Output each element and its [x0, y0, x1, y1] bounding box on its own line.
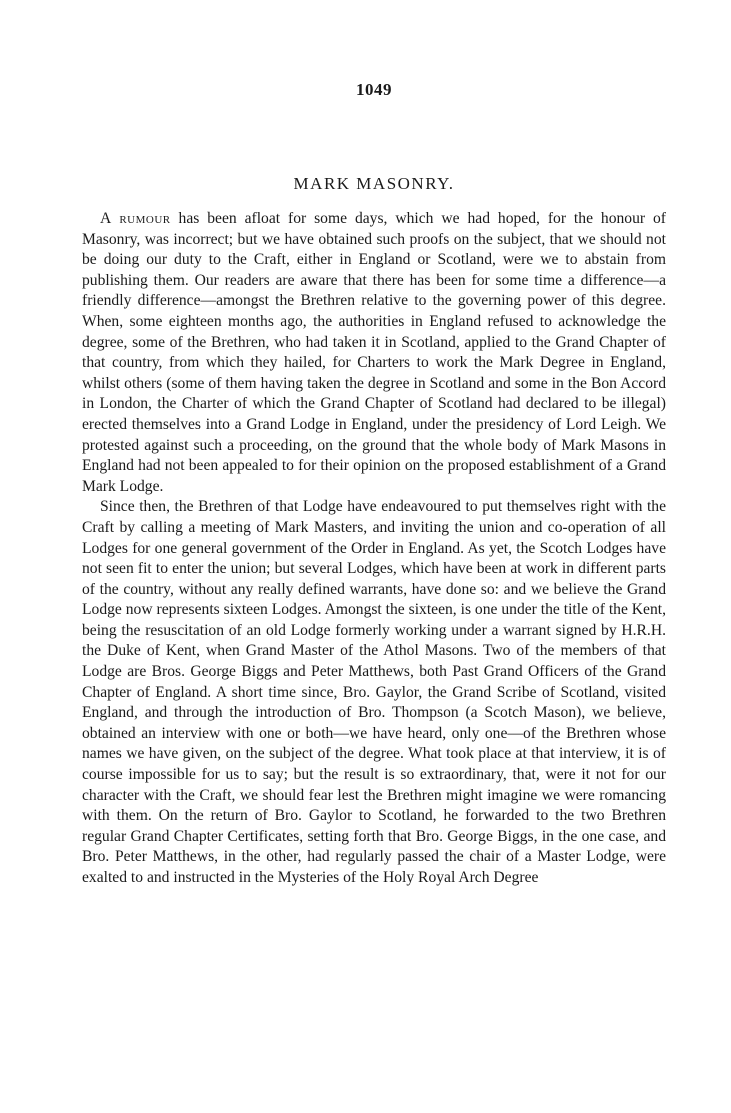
page-number: 1049	[356, 80, 392, 99]
paragraph-1-lead: A rumour	[100, 210, 171, 227]
paragraph-2: Since then, the Brethren of that Lodge have endeavoured to put themselves right with the Craft by calling a meeting of Mark Masters, and inviting the union and co-operation of all Lodges for one general government of the Order in England. As yet, the Scotch Lodges have not seen fit to enter the union; but several Lodges, which have been at work in different parts of the country, without any really defined warrants, have done so: and we believe the Grand Lodge now represents sixteen Lodges. Amongst the sixteen, is one under the title of the Kent, being the resuscitation of an old Lodge formerly working under a warrant signed by H.R.H. the Duke of Kent, when Grand Master of the Athol Masons. Two of the members of that Lodge are Bros. George Biggs and Peter Matthews, both Past Grand Officers of the Grand Chapter of England. A short time since, Bro. Gaylor, the Grand Scribe of Scotland, visited England, and through the introduction of Bro. Thompson (a Scotch Mason), we believe, obtained an interview with one or both—we have heard, only one—of the Brethren whose names we have given, on the subject of the degree. What took place at that interview, it is of course impossible for us to say; but the result is so extraordinary, that, were it not for our character with the Craft, we should fear lest the Brethren might imagine we were romancing with them. On the return of Bro. Gaylor to Scotland, he forwarded to the two Brethren regular Grand Chapter Certificates, setting forth that Bro. George Biggs, in the one case, and Bro. Peter Matthews, in the other, had regularly passed the chair of a Master Lodge, were exalted to and instructed in the Mysteries of the Holy Royal Arch Degree	[82, 498, 666, 886]
paragraph-1	[82, 209, 666, 497]
paragraph-1-text: has been afloat for some days, which we had hoped, for the honour of Masonry, was incorrect; but we have obtained such proofs on the subject, that we should not be doing our duty to the Craft, either in England or Scotland, were we to abstain from publishing them. Our readers are aware that there has been for some time a difference—a friendly difference—amongst the Brethren relative to the governing power of this degree. When, some eighteen months ago, the authorities in England refused to acknowledge the degree, some of the Brethren, who had taken it in Scotland, applied to the Grand Chapter of that country, from which they hailed, for Charters to work the Mark Degree in England, whilst others (some of them having taken the degree in Scotland and some in the Bon Accord in London, the Charter of which the Grand Chapter of Scotland had declared to be illegal) erected themselves into a Grand Lodge in England, under the presidency of Lord Leigh. We protested against such a proceeding, on the ground that the whole body of Mark Masons in England had not been appealed to for their opinion on the proposed establishment of a Grand Mark Lodge.	[82, 210, 666, 495]
article-body	[82, 209, 666, 889]
article-title: MARK MASONRY.	[293, 174, 455, 193]
